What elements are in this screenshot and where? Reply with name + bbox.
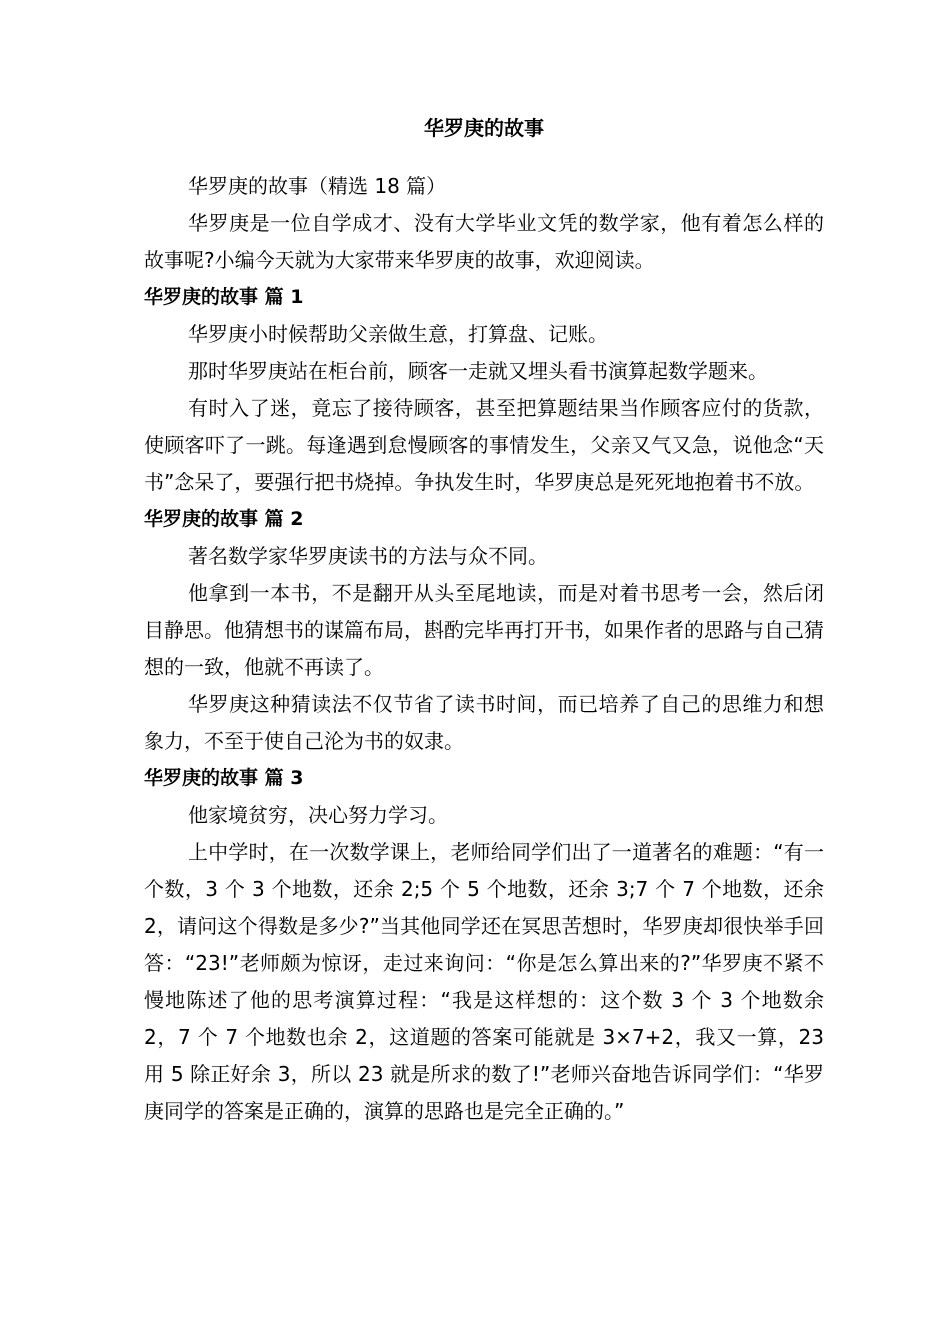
document-page xyxy=(144,110,824,1130)
intro-paragraph: 华罗庚是一位自学成才、没有大学毕业文凭的数学家，他有着怎么样的故事呢?小编今天就为大家带来华罗庚的故事，欢迎阅读。 xyxy=(144,211,824,272)
paragraph: 他拿到一本书，不是翻开从头至尾地读，而是对着书思考一会，然后闭目静思。他猜想书的谋篇布局，斟酌完毕再打开书，如果作者的思路与自己猜想的一致，他就不再读了。 xyxy=(144,581,824,679)
paragraph: 上中学时，在一次数学课上，老师给同学们出了一道著名的难题：“有一个数，3 个 3 个地数，还余 2;5 个 5 个地数，还余 3;7 个 7 个地数，还余 2，请问这个得数是多少?”当其他同学还在冥思苦想时，华罗庚却很快举手回答：“23!”老师颇为惊讶，走过来询问：“你是怎么算出来的?”华罗庚不紧不慢地陈述了他的思考演算过程：“我是这样想的：这个数 3 个 3 个地数余 2，7 个 7 个地数也余 2，这道题的答案可能就是 3×7+2，我又一算，23 用 5 除正好余 3，所以 23 就是所求的数了!”老师兴奋地告诉同学们：“华罗庚同学的答案是正确的，演算的思路也是完全正确的。” xyxy=(144,840,824,1123)
section-heading: 华罗庚的故事 篇 2 xyxy=(144,508,304,530)
paragraph: 华罗庚小时候帮助父亲做生意，打算盘、记账。 xyxy=(188,322,608,346)
paragraph: 他家境贫穷，决心努力学习。 xyxy=(188,803,448,827)
section-3 xyxy=(144,760,824,1130)
document-title: 华罗庚的故事 xyxy=(424,116,544,140)
section-heading: 华罗庚的故事 篇 1 xyxy=(144,286,304,308)
document-subtitle: 华罗庚的故事（精选 18 篇） xyxy=(188,174,447,198)
section-2 xyxy=(144,501,824,760)
paragraph: 华罗庚这种猜读法不仅节省了读书时间，而已培养了自己的思维力和想象力，不至于使自己沦为书的奴隶。 xyxy=(144,692,824,753)
section-heading: 华罗庚的故事 篇 3 xyxy=(144,767,304,789)
paragraph: 那时华罗庚站在柜台前，顾客一走就又埋头看书演算起数学题来。 xyxy=(188,359,768,383)
paragraph: 有时入了迷，竟忘了接待顾客，甚至把算题结果当作顾客应付的货款，使顾客吓了一跳。每逢遇到怠慢顾客的事情发生，父亲又气又急，说他念“天书”念呆了，要强行把书烧掉。争执发生时，华罗庚总是死死地抱着书不放。 xyxy=(144,396,824,494)
paragraph: 著名数学家华罗庚读书的方法与众不同。 xyxy=(188,544,548,568)
section-1 xyxy=(144,279,824,501)
